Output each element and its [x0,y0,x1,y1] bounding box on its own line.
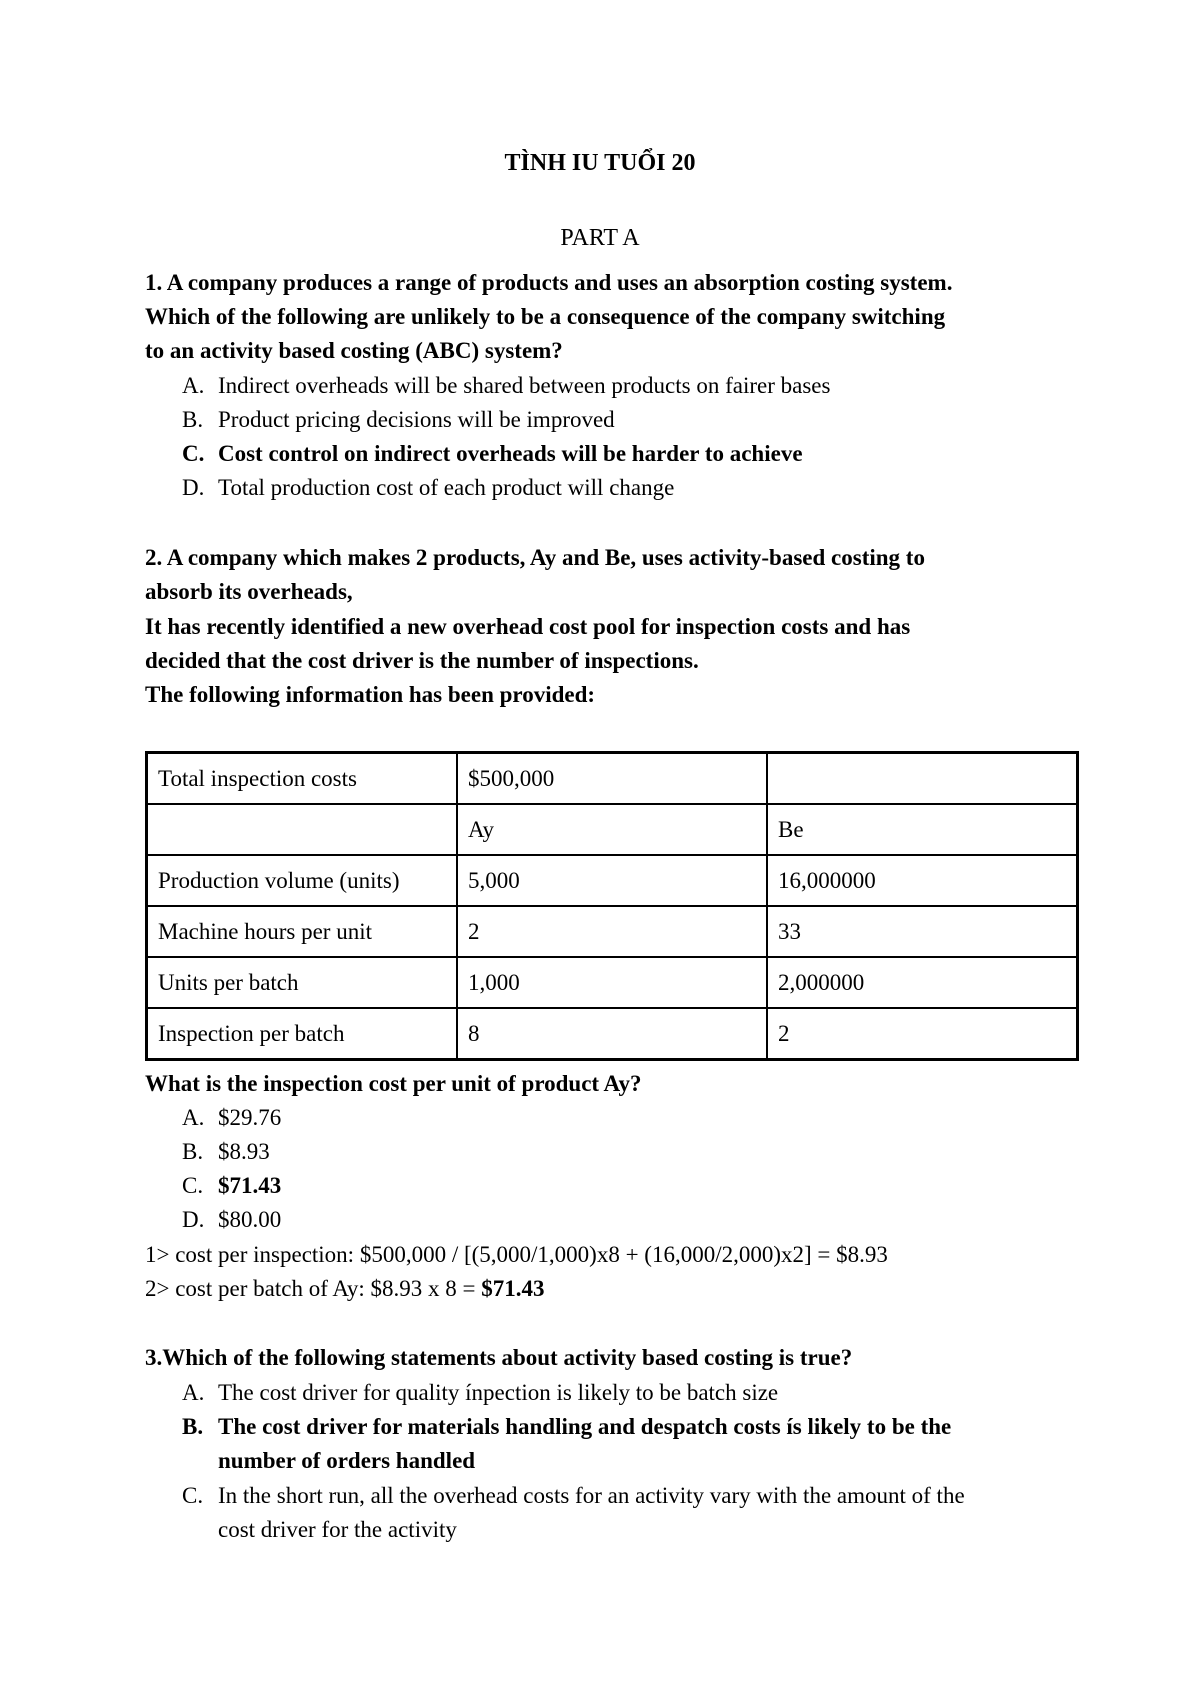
option-text: In the short run, all the overhead costs for an activity vary with the amount of the [218,1483,965,1508]
option-text: $29.76 [218,1105,282,1130]
question-1-line-3: to an activity based costing (ABC) system? [145,338,563,363]
option-text: Product pricing decisions will be improved [218,407,615,432]
question-2-line-1: 2. A company which makes 2 products, Ay and Be, uses activity-based costing to [145,545,925,570]
table-cell: $500,000 [457,753,767,805]
q2-option-b [182,1135,270,1169]
part-heading: PART A [560,225,640,251]
option-letter: C. [182,441,205,466]
q1-option-b [182,403,615,437]
table-cell: Inspection per batch [147,1008,458,1060]
table-cell: 2,000000 [767,957,1078,1008]
q1-option-a [182,369,830,403]
option-letter: A. [182,373,205,398]
working-line-1: 1> cost per inspection: $500,000 / [(5,000/1,000)x8 + (16,000/2,000)x2] = $8.93 [145,1242,888,1267]
option-text: $8.93 [218,1139,270,1164]
option-text: Total production cost of each product will change [218,475,675,500]
working-result: $71.43 [481,1276,545,1301]
table-cell: 33 [767,906,1078,957]
table-cell: 5,000 [457,855,767,906]
table-cell: 2 [457,906,767,957]
option-letter: A. [182,1105,205,1130]
option-text: Indirect overheads will be shared between products on fairer bases [218,373,831,398]
table-row [147,855,1078,906]
q3-option-b-continued: number of orders handled [218,1448,476,1473]
q3-option-a [182,1376,778,1410]
option-text: The cost driver for materials handling and despatch costs ís likely to be the [218,1414,952,1439]
option-letter: D. [182,475,205,500]
table-cell: 2 [767,1008,1078,1060]
question-3-line-1: 3.Which of the following statements about activity based costing is true? [145,1345,853,1370]
question-2-prompt: What is the inspection cost per unit of product Ay? [145,1071,642,1096]
table-cell: 8 [457,1008,767,1060]
table-cell [147,804,458,855]
option-letter: C. [182,1173,204,1198]
q1-option-d [182,471,674,505]
q3-option-b-answer [182,1410,951,1444]
option-letter: C. [182,1483,204,1508]
table-cell: Total inspection costs [147,753,458,805]
q2-option-c-answer [182,1169,281,1203]
table-row [147,753,1078,805]
working-text: 2> cost per batch of Ay: $8.93 x 8 = [145,1276,482,1301]
table-cell: Ay [457,804,767,855]
table-cell: 1,000 [457,957,767,1008]
option-letter: B. [182,1139,204,1164]
table-row [147,906,1078,957]
table-row [147,957,1078,1008]
option-text: The cost driver for quality ínpection is likely to be batch size [218,1380,779,1405]
option-letter: B. [182,407,204,432]
option-letter: D. [182,1207,205,1232]
table-cell: Be [767,804,1078,855]
table-cell: Machine hours per unit [147,906,458,957]
option-text: $80.00 [218,1207,282,1232]
table-cell: 16,000000 [767,855,1078,906]
question-2-line-5: The following information has been provided: [145,682,596,707]
working-line-2 [145,1272,544,1306]
question-1-line-1: 1. A company produces a range of products and uses an absorption costing system. [145,270,953,295]
table-cell [767,753,1078,805]
table-cell: Units per batch [147,957,458,1008]
q3-option-c [182,1479,965,1513]
q2-option-d [182,1203,281,1237]
question-2-line-2: absorb its overheads, [145,579,353,604]
q3-option-c-continued: cost driver for the activity [218,1517,457,1542]
q1-option-c-answer [182,437,803,471]
table-row [147,804,1078,855]
question-1-line-2: Which of the following are unlikely to be a consequence of the company switching [145,304,946,329]
option-letter: B. [182,1414,204,1439]
q2-option-a [182,1101,281,1135]
option-letter: A. [182,1380,205,1405]
option-text: $71.43 [218,1173,282,1198]
question-2-line-3: It has recently identified a new overhead cost pool for inspection costs and has [145,614,911,639]
document-title: TÌNH IU TUỔI 20 [504,150,696,176]
option-text: Cost control on indirect overheads will be harder to achieve [218,441,803,466]
table-row [147,1008,1078,1060]
table-cell: Production volume (units) [147,855,458,906]
inspection-data-table [145,751,1079,1061]
question-2-line-4: decided that the cost driver is the number of inspections. [145,648,699,673]
